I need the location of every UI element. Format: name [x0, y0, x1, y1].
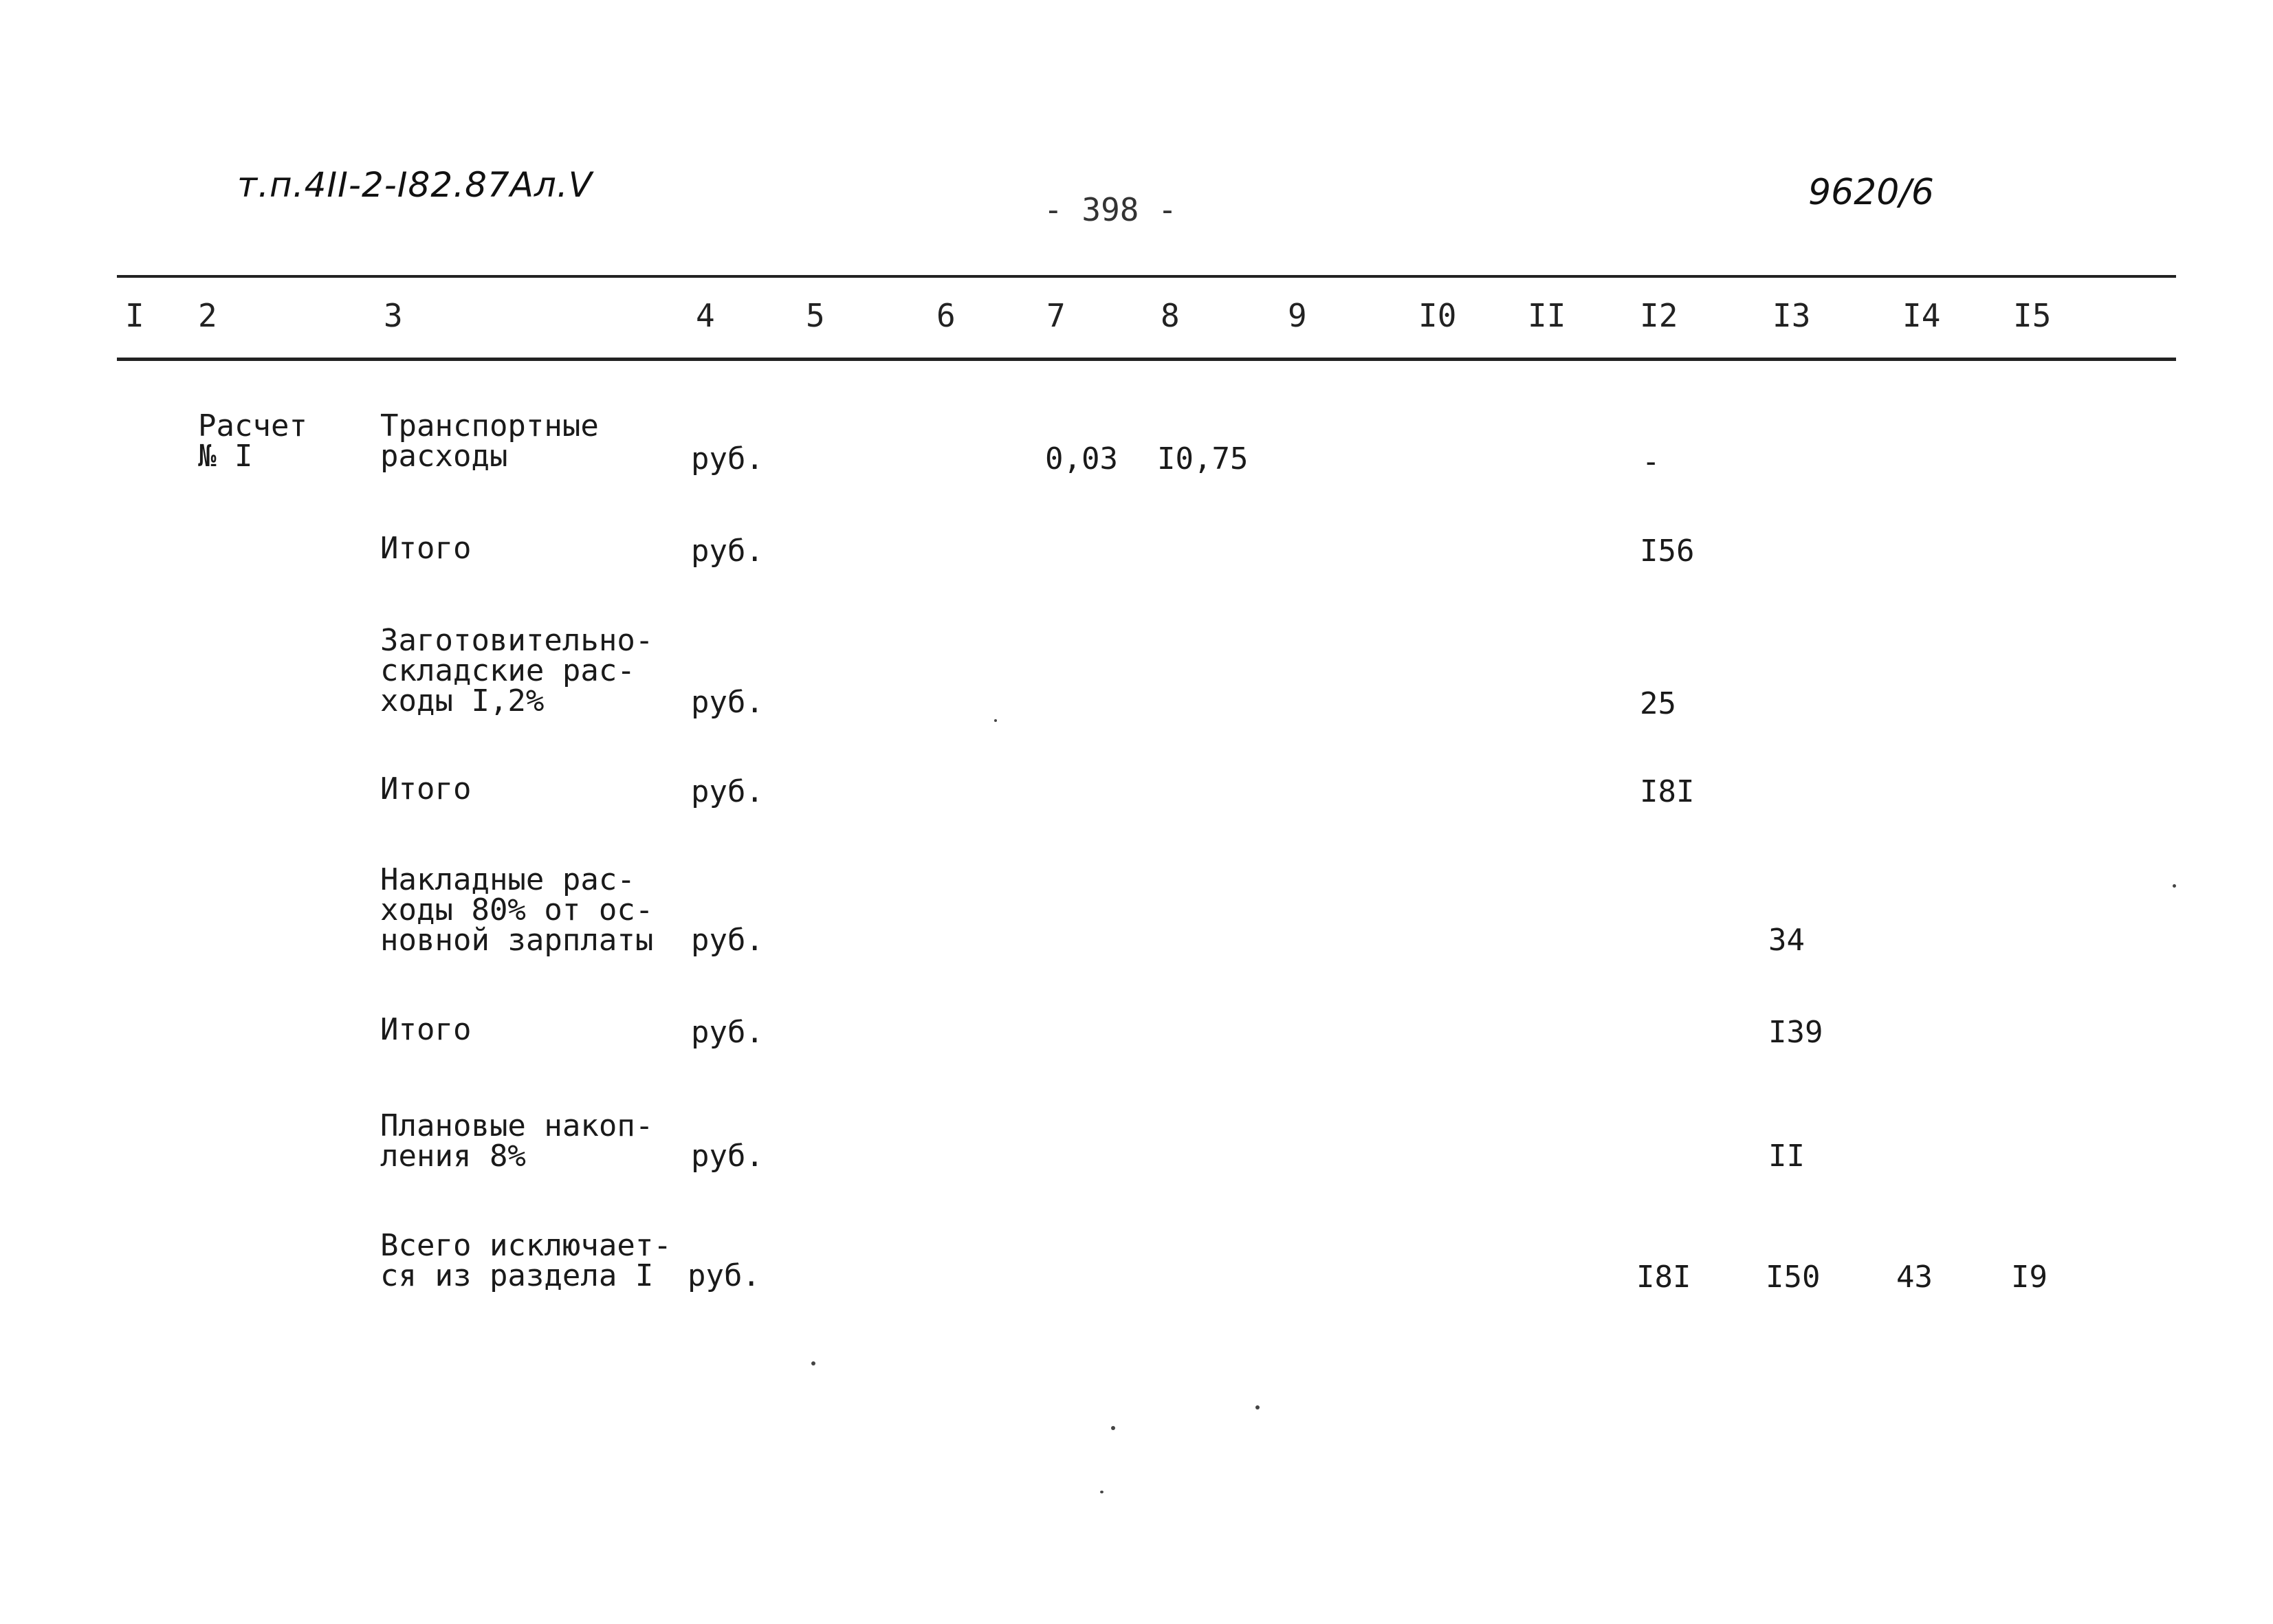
column-number: 9 [1288, 297, 1307, 334]
document-number: 9620/6 [1808, 172, 1934, 213]
column-number: I5 [2013, 297, 2052, 334]
unit-cell: руб. [691, 774, 764, 809]
column-number: 7 [1046, 297, 1066, 334]
document-code: т.п.4II-2-I82.87Ал.V [237, 165, 593, 205]
value-cell: I39 [1768, 1015, 1823, 1050]
column-number: II [1528, 297, 1566, 334]
page-number: - 398 - [1044, 191, 1177, 228]
value-cell: I8I [1640, 774, 1695, 809]
column-number: 2 [198, 297, 217, 334]
unit-cell: руб. [691, 1015, 764, 1050]
column-number: 6 [936, 297, 956, 334]
value-cell: 34 [1768, 923, 1805, 958]
calc-label: Расчет [198, 408, 307, 443]
scan-speck [1100, 1491, 1103, 1493]
unit-cell: руб. [691, 534, 764, 569]
value-cell: I8I [1636, 1260, 1691, 1295]
row-description: Итого [380, 531, 472, 566]
row-description: Заготовительно- складские рас- ходы I,2% [380, 623, 654, 718]
column-number: I [125, 297, 144, 334]
calc-number: № I [198, 439, 253, 474]
value-cell: I9 [2011, 1260, 2047, 1295]
value-cell: I50 [1766, 1260, 1821, 1295]
unit-cell: руб. [691, 685, 764, 720]
value-cell: I0,75 [1157, 441, 1249, 476]
row-description: Транспортные расходы [380, 408, 599, 474]
scan-speck [994, 719, 997, 722]
value-cell: I56 [1640, 534, 1695, 569]
scan-speck [811, 1361, 815, 1365]
value-cell: 0,03 [1045, 441, 1118, 476]
scan-speck [1111, 1426, 1115, 1430]
row-description: Накладные рас- ходы 80% от ос- новной зарплаты [380, 862, 654, 958]
unit-cell: руб. [691, 1139, 764, 1174]
column-number: 4 [696, 297, 715, 334]
row-description: Всего исключает- ся из раздела I [380, 1228, 672, 1293]
column-number: I2 [1640, 297, 1678, 334]
column-number: 5 [806, 297, 825, 334]
column-number: I4 [1902, 297, 1941, 334]
column-number: I3 [1772, 297, 1811, 334]
value-cell: 25 [1640, 686, 1676, 721]
unit-cell: руб. [691, 923, 764, 958]
row-description: Итого [380, 771, 472, 806]
scan-speck [2173, 884, 2176, 888]
table-top-rule [117, 275, 2176, 278]
value-cell: 43 [1896, 1260, 1933, 1295]
unit-cell: руб. [691, 441, 764, 476]
table-header-rule [117, 358, 2176, 361]
column-number: 8 [1161, 297, 1180, 334]
row-description: Итого [380, 1012, 472, 1047]
column-number: I0 [1418, 297, 1457, 334]
unit-cell: руб. [688, 1258, 760, 1293]
row-description: Плановые накоп- ления 8% [380, 1108, 654, 1174]
value-cell: II [1768, 1139, 1805, 1174]
scan-speck [1255, 1405, 1260, 1409]
value-cell: - [1642, 444, 1660, 479]
column-number: 3 [384, 297, 403, 334]
